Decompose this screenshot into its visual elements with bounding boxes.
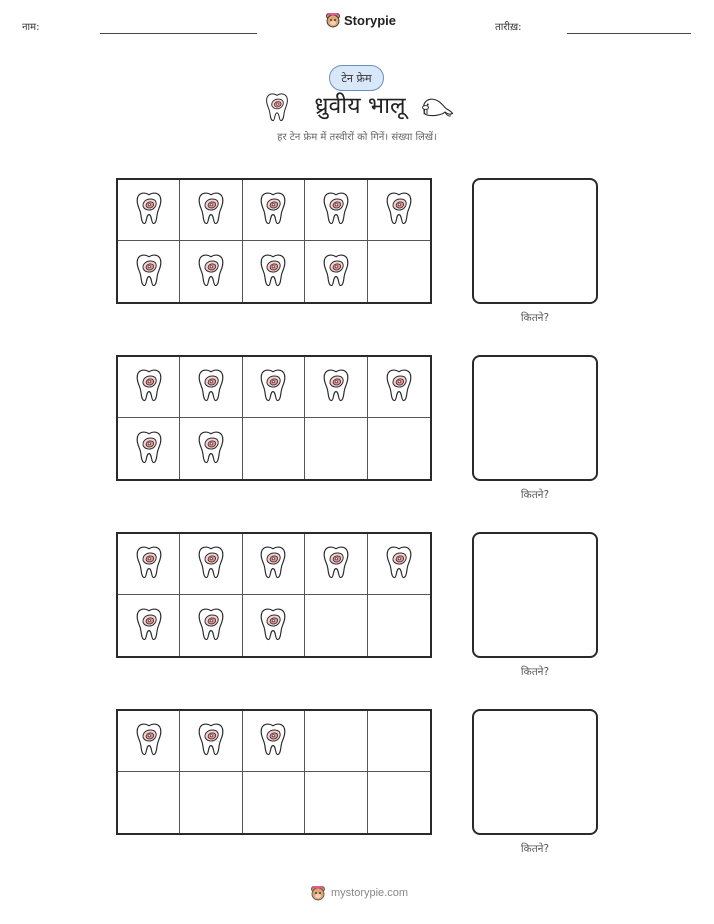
bear-mascot-icon: [310, 885, 326, 901]
tooth-meat-icon: [196, 545, 226, 583]
frame-cell: [305, 595, 367, 656]
tooth-meat-icon: [258, 607, 288, 645]
tooth-meat-icon: [196, 430, 226, 468]
frame-cell: [305, 772, 367, 833]
tooth-meat-icon: [264, 92, 290, 122]
frame-cell: [368, 180, 430, 241]
frame-cell: [180, 180, 242, 241]
answer-box-3[interactable]: [472, 532, 598, 658]
tooth-meat-icon: [134, 430, 164, 468]
tooth-meat-icon: [134, 191, 164, 229]
instruction-text: हर टेन फ्रेम में तस्वीरों को गिनें। संख्या लिखें।: [277, 132, 437, 143]
answer-box-2[interactable]: [472, 355, 598, 481]
tooth-meat-icon: [196, 191, 226, 229]
tooth-meat-icon: [134, 722, 164, 760]
tooth-meat-icon: [196, 722, 226, 760]
name-label: नाम:: [22, 22, 40, 33]
tooth-meat-icon: [321, 368, 351, 406]
frame-cell: [118, 357, 180, 418]
tooth-meat-icon: [134, 607, 164, 645]
frame-cell: [368, 357, 430, 418]
frame-cell: [305, 241, 367, 302]
subject-badge: टेन फ्रेम: [329, 65, 384, 91]
frame-cell: [368, 534, 430, 595]
frame-cell: [368, 711, 430, 772]
tooth-meat-icon: [321, 253, 351, 291]
footer: [310, 885, 408, 901]
tooth-meat-icon: [384, 368, 414, 406]
name-field[interactable]: [100, 33, 257, 34]
frame-cell: [118, 534, 180, 595]
tooth-meat-icon: [321, 545, 351, 583]
frame-cell: [243, 418, 305, 479]
frame-cell: [180, 772, 242, 833]
frame-cell: [243, 241, 305, 302]
frame-cell: [180, 534, 242, 595]
answer-label-2: कितने?: [520, 489, 550, 501]
frame-cell: [305, 534, 367, 595]
frame-cell: [243, 534, 305, 595]
frame-cell: [305, 418, 367, 479]
frame-cell: [118, 180, 180, 241]
ten-frame-4: [116, 709, 432, 835]
frame-cell: [243, 711, 305, 772]
frame-cell: [368, 595, 430, 656]
tooth-meat-icon: [384, 191, 414, 229]
frame-cell: [243, 595, 305, 656]
frame-cell: [243, 180, 305, 241]
bear-mascot-icon: [325, 12, 341, 28]
frame-cell: [118, 241, 180, 302]
answer-label-4: कितने?: [520, 843, 550, 855]
answer-box-4[interactable]: [472, 709, 598, 835]
frame-cell: [180, 357, 242, 418]
frame-cell: [118, 595, 180, 656]
frame-cell: [305, 180, 367, 241]
tooth-meat-icon: [196, 368, 226, 406]
frame-cell: [180, 595, 242, 656]
brand-name: Storypie: [344, 12, 397, 28]
frame-cell: [243, 772, 305, 833]
tooth-meat-icon: [321, 191, 351, 229]
frame-cell: [368, 418, 430, 479]
frame-cell: [305, 711, 367, 772]
brand-logo: [325, 12, 396, 28]
tooth-meat-icon: [196, 607, 226, 645]
tooth-meat-icon: [384, 545, 414, 583]
tooth-meat-icon: [134, 545, 164, 583]
frame-cell: [118, 711, 180, 772]
tooth-meat-icon: [258, 191, 288, 229]
tooth-meat-icon: [196, 253, 226, 291]
ten-frame-2: [116, 355, 432, 481]
frame-cell: [368, 772, 430, 833]
frame-cell: [180, 241, 242, 302]
ten-frame-3: [116, 532, 432, 658]
footer-url: mystorypie.com: [331, 887, 409, 899]
frame-cell: [368, 241, 430, 302]
tooth-meat-icon: [258, 722, 288, 760]
frame-cell: [180, 711, 242, 772]
answer-label-3: कितने?: [520, 666, 550, 678]
frame-cell: [118, 418, 180, 479]
frame-cell: [180, 418, 242, 479]
tooth-meat-icon: [258, 545, 288, 583]
date-field[interactable]: [567, 33, 691, 34]
tooth-meat-icon: [258, 253, 288, 291]
tooth-meat-icon: [134, 368, 164, 406]
answer-label-1: कितने?: [520, 312, 550, 324]
ten-frame-1: [116, 178, 432, 304]
tooth-meat-icon: [134, 253, 164, 291]
answer-box-1[interactable]: [472, 178, 598, 304]
walrus-icon: [418, 93, 454, 119]
frame-cell: [243, 357, 305, 418]
tooth-meat-icon: [258, 368, 288, 406]
frame-cell: [305, 357, 367, 418]
date-label: तारीख़:: [495, 22, 522, 33]
frame-cell: [118, 772, 180, 833]
worksheet-title: ध्रुवीय भालू: [314, 93, 406, 119]
